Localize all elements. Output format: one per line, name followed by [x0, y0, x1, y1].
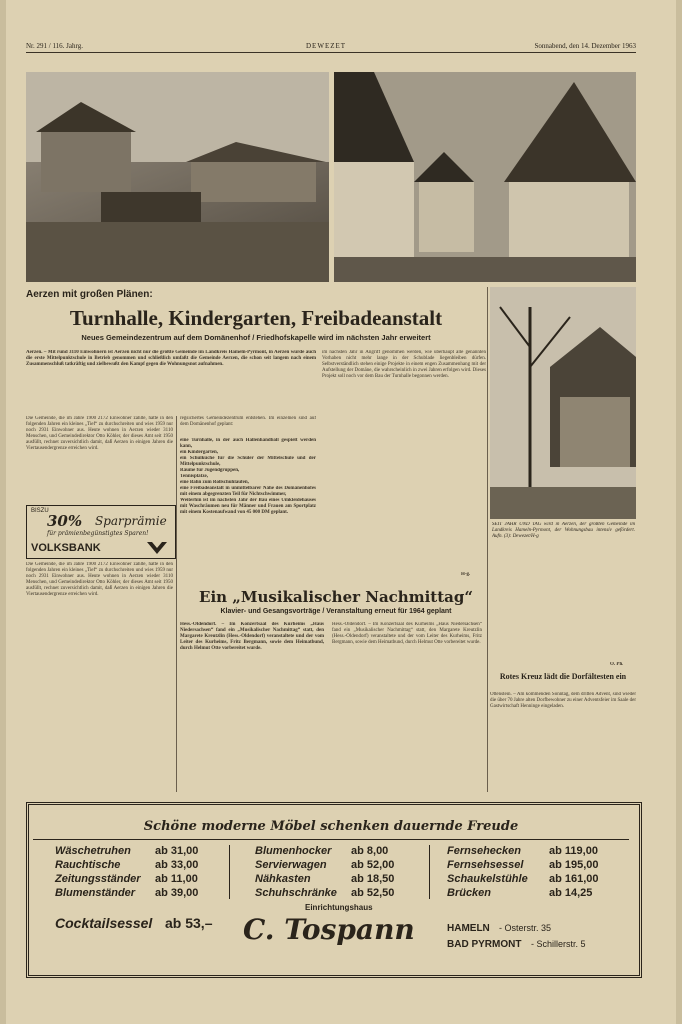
- house-tree-photo: [490, 287, 636, 519]
- feature-item: Cocktailsessel: [55, 915, 153, 931]
- ad-item: Nähkasten: [255, 873, 311, 885]
- ad-price: ab 119,00: [549, 845, 598, 857]
- ad-price: ab 195,00: [549, 859, 599, 871]
- article1-col2-intro: regsichertes Gemeindezentrum entstehen. Im einzelnen sind auf dem Domänenhof geplant:: [180, 416, 316, 427]
- article1-col3: im nächsten Jahr in Angriff genommen werden, wie überhaupt alle genannten Vorhaben nicht mehr lange in der Schublade liegenbleiben dürfen. Selbstverständlich stehen einige Projekte in einem engen Zusammenhang mit der Aufstellung der Domäne, die wahrscheinlich in zwei Jahren erfolgen wird. Dieses Projekt soll noch vor dem Bau der Turnhalle begonnen werden.: [322, 350, 486, 379]
- ad-item: Blumenständer: [55, 887, 136, 899]
- paper-name: DEWEZET: [306, 42, 347, 50]
- article3-text: Ottenstein. – Am kommenden Sonntag, dem dritten Advent, sind wieder die über 70 Jahre alten Dorfbewohner zu einer Adventsfeier im Saale der Gastwirtschaft Henninge eingeladen.: [490, 692, 636, 709]
- ad-item: Schuhschränke: [255, 887, 337, 899]
- ad-price: ab 11,00: [155, 873, 198, 885]
- ad-item: Schaukelstühle: [447, 873, 528, 885]
- village-street-photo: [334, 72, 636, 282]
- article1-bullet-list: [180, 438, 316, 582]
- issue-date: Sonnabend, den 14. Dezember 1963: [534, 42, 636, 50]
- shop-label: Einrichtungshaus: [305, 903, 373, 912]
- ad-item: Zeitungsständer: [55, 873, 141, 885]
- tree-house-icon: [490, 287, 636, 519]
- article1-headline: Turnhalle, Kindergarten, Freibadeanstalt: [69, 306, 443, 330]
- ad-price: ab 39,00: [155, 887, 199, 899]
- ad-subline: für prämienbegünstigtes Sparen!: [47, 530, 149, 537]
- feature-price: ab 53,–: [165, 915, 213, 931]
- list-item: ein Schulküche für die Schüler der Mittelschule und der Mittelpunktschule,: [180, 456, 316, 467]
- ad-price: ab 52,50: [351, 887, 395, 899]
- article2-text-cont: Hess.-Oldendorf. – Im Konzertsaal des Kurheims „Haus Niedersachsen“ fand ein „Musikalischer Nachmittag“ statt, den Margarete Kreutzlin (Hess.-Oldendorf) veranstaltete und der vom Leiter des Kurheims, Fritz Bergmann, sowie dem Heimatbund, durch Helmut Otte vorbereitet wurde.: [332, 622, 482, 645]
- article1-kicker: Aerzen mit großen Plänen:: [26, 289, 153, 300]
- branch2-street: - Schillerstr. 5: [531, 939, 586, 949]
- list-item: Tennisplätze,: [180, 474, 209, 479]
- header-rule: [26, 52, 636, 53]
- ad-item: Wäschetruhen: [55, 845, 131, 857]
- article1-col1-cont: Die Gemeinde, die im Jahre 1900 2172 Einwohner zählte, hatte in den folgenden Jahren ein kleines „Tief“ zu durchschreiten und wies 1959 nur noch 2931 Einwohner aus. Heute wohnen in Aerzen wieder 3110 Menschen, und Gemeindedirektor Otto Köhler, der dieses Amt seit 1950 ausfüllt, rechnet zuversichtlich damit, daß Aerzen in einigen Jahren die Viertausendergrenze erreichen wird.: [26, 562, 173, 597]
- list-item: eine Freibadeanstalt in unmittelbarer Nähe des Domänenhofes mit einem abgegrenzten Teil für Nichtschwimmer,: [180, 486, 316, 497]
- issue-number: Nr. 291 / 116. Jahrg.: [26, 42, 83, 50]
- article1-col1: Die Gemeinde, die im Jahre 1900 2172 Einwohner zählte, hatte in den folgenden Jahren ein kleines „Tief“ zu durchschreiten und wies 1959 nur noch 2931 Einwohner aus. Heute wohnen in Aerzen wieder 3110 Menschen, und Gemeindedirektor Otto Köhler, der dieses Amt seit 1950 ausfüllt, rechnet zuversichtlich damit, daß Aerzen in einigen Jahren die Viertausendergrenze erreichen wird.: [26, 416, 173, 451]
- article1-lead: Aerzen. – Mit rund 3110 Einwohnern ist Aerzen nicht nur die größte Gemeinde im Landkreis Hameln-Pyrmont, in Aerzen wurde auch die erste Mittelpunktschule in Betrieb genommen und schließlich umfaßt die Gemeinde Aerzen, die schon seit langem nach einem Zusammenschluß tatkräftig und zielbewußt den Kampf gegen die Wohnungsnot aufnahmen.: [26, 350, 316, 367]
- article2-headline: Ein „Musikalischer Nachmittag“: [199, 588, 473, 606]
- list-item: ein Kindergarten,: [180, 450, 219, 455]
- construction-photo: [26, 72, 329, 282]
- list-item: eine Bahn zum Rollschuhlaufen,: [180, 480, 249, 485]
- column-divider: [176, 416, 177, 792]
- ad-price: ab 14,25: [549, 887, 593, 899]
- ad-item: Blumenhocker: [255, 845, 332, 857]
- branch1-city: HAMELN: [447, 923, 490, 934]
- ad-divider: [229, 845, 230, 899]
- article2-subhead: Klavier- und Gesangsvorträge / Veranstaltung erneut für 1964 geplant: [220, 608, 452, 615]
- ad-item: Fernsehecken: [447, 845, 521, 857]
- ad-price: ab 52,00: [351, 859, 395, 871]
- shop-name: C. Tospann: [243, 913, 415, 946]
- ad-item: Brücken: [447, 887, 492, 899]
- ad-divider: [429, 845, 430, 899]
- furniture-ad: [26, 802, 642, 978]
- branch2-city: BAD PYRMONT: [447, 939, 522, 950]
- ad-price: ab 8,00: [351, 845, 389, 857]
- photo-caption: SEIT JAHR UND TAG wird in Aerzen, der größten Gemeinde im Landkreis Hameln-Pyrmont, der Wohnungsbau intensiv gefördert. Aufn. (3): Dewezet/H-g: [492, 522, 635, 539]
- article1-subhead: Neues Gemeindezentrum auf dem Domänenhof / Friedhofskapelle wird im nächsten Jahr erweitert: [81, 333, 431, 342]
- ad-item: Rauchtische: [55, 859, 121, 871]
- ad-badge: BISZU: [31, 508, 49, 514]
- branch1-street: - Osterstr. 35: [499, 923, 552, 933]
- volksbank-logo-icon: [147, 542, 167, 554]
- list-item: eine Turnhalle, in der auch Hallenhandball gespielt werden kann,: [180, 438, 316, 449]
- timber-houses-icon: [334, 72, 636, 282]
- ad-rule: [33, 839, 629, 840]
- volksbank-ad: [26, 505, 176, 559]
- ad-item: Fernsehsessel: [447, 859, 524, 871]
- column-divider: [487, 287, 488, 792]
- list-item: Weiterhin ist im nächsten Jahr der Bau eines Umkleidehauses mit Waschräumen neu für Männer und Frauen am Sportplatz mit einem Kostenaufwand von 45 000 DM geplant.: [180, 498, 316, 515]
- article2-signature: O. Ph.: [610, 662, 624, 667]
- bank-name: VOLKSBANK: [31, 542, 101, 554]
- ad-price: ab 33,00: [155, 859, 199, 871]
- article3-headline: Rotes Kreuz lädt die Dorfältesten ein: [499, 672, 627, 681]
- construction-scene-icon: [26, 72, 329, 282]
- ad-price: ab 18,50: [351, 873, 395, 885]
- ad-headline: Sparprämie: [95, 514, 167, 528]
- ad-slogan: Schöne moderne Möbel schenken dauernde Freude: [143, 819, 519, 834]
- list-item: Räume für Jugendgruppen,: [180, 468, 240, 473]
- article1-signature: H-g.: [461, 572, 471, 577]
- ad-item: Servierwagen: [255, 859, 327, 871]
- article2-text: Hess.-Oldendorf. – Im Konzertsaal des Kurheims „Haus Niedersachsen“ fand ein „Musikalischer Nachmittag“ statt, den Margarete Kreutzlin (Hess.-Oldendorf) veranstaltete und der vom Leiter des Kurheims, Fritz Bergmann, sowie dem Heimatbund, durch Helmut Otte vorbereitet wurde.: [180, 622, 324, 651]
- ad-price: ab 31,00: [155, 845, 199, 857]
- ad-percent: 30%: [47, 512, 83, 530]
- newspaper-page: [6, 0, 676, 1024]
- ad-price: ab 161,00: [549, 873, 599, 885]
